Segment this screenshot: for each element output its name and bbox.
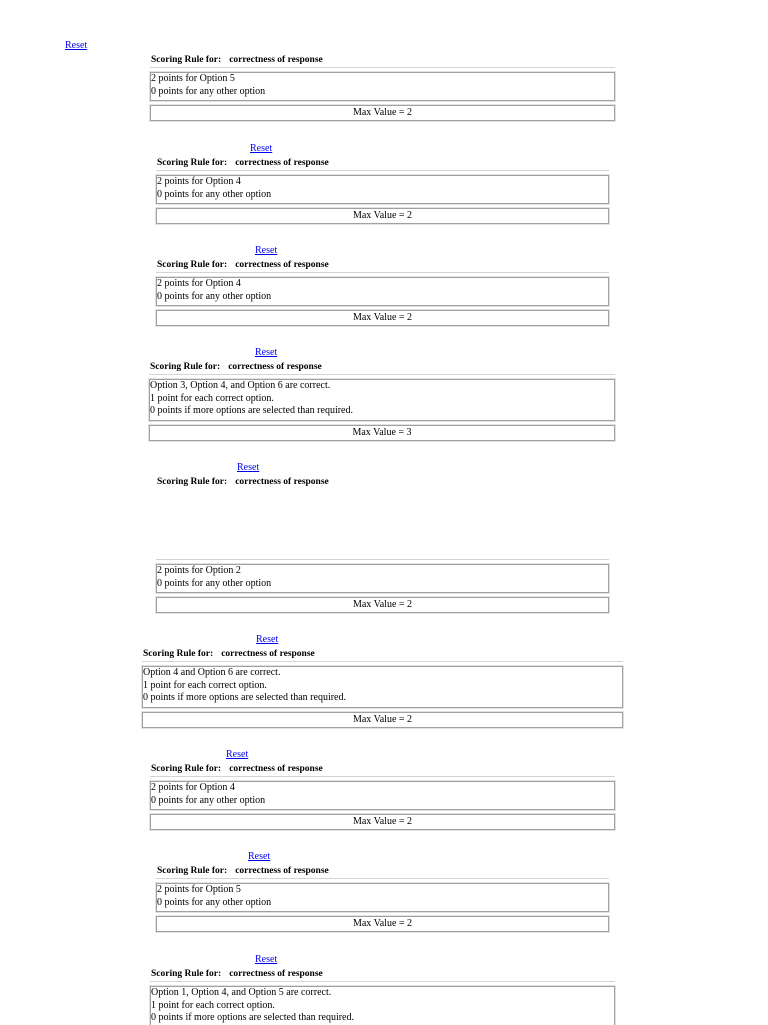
rule-heading — [142, 648, 623, 662]
rule-line: 0 points for any other option — [157, 188, 272, 200]
rule-line: 2 points for Option 5 — [157, 884, 241, 895]
rule-heading — [149, 361, 615, 375]
rule-description — [149, 379, 615, 421]
rule-heading — [156, 157, 609, 171]
rule-heading-label: Scoring Rule for: — [157, 866, 228, 876]
rule-description — [150, 72, 615, 101]
rule-heading-label: Scoring Rule for: — [151, 55, 222, 65]
rule-line: Option 3, Option 4, and Option 6 are correct. — [150, 380, 331, 391]
rule-heading-label: Scoring Rule for: — [150, 362, 221, 372]
rule-heading-label: Scoring Rule for: — [157, 260, 228, 270]
rule-line: 1 point for each correct option. — [151, 999, 275, 1011]
max-value: Max Value = 2 — [156, 916, 609, 932]
rule-heading — [150, 968, 615, 982]
rule-description — [142, 666, 623, 708]
reset-link[interactable]: Reset — [255, 954, 278, 965]
rule-line: 2 points for Option 4 — [157, 278, 241, 289]
rule-heading-label: Scoring Rule for: — [151, 764, 222, 774]
rule-subject: correctness of response — [235, 260, 329, 270]
scoring-rule-block — [156, 865, 609, 932]
scoring-rule-block — [150, 763, 615, 830]
rule-line: 0 points for any other option — [151, 794, 266, 806]
rule-line: Option 4 and Option 6 are correct. — [143, 667, 281, 678]
rule-heading-label: Scoring Rule for: — [151, 969, 222, 979]
max-value: Max Value = 2 — [150, 105, 615, 121]
rule-heading-label: Scoring Rule for: — [157, 477, 228, 487]
rule-description — [156, 883, 609, 912]
reset-link[interactable]: Reset — [237, 462, 260, 473]
scoring-rule-block — [150, 968, 615, 1025]
reset-link[interactable]: Reset — [250, 143, 273, 154]
rule-description — [150, 986, 615, 1025]
max-value: Max Value = 2 — [156, 208, 609, 224]
reset-link[interactable]: Reset — [226, 749, 249, 760]
rule-heading — [150, 763, 615, 777]
rule-subject: correctness of response — [235, 158, 329, 168]
max-value: Max Value = 2 — [156, 310, 609, 326]
rule-heading — [156, 865, 609, 879]
rule-line: 2 points for Option 4 — [157, 176, 241, 187]
rule-subject: correctness of response — [229, 55, 323, 65]
rule-line: Option 1, Option 4, and Option 5 are correct. — [151, 987, 332, 998]
scoring-rule-block — [150, 54, 615, 121]
rule-line: 0 points for any other option — [157, 290, 272, 302]
rule-subject: correctness of response — [229, 969, 323, 979]
rule-line: 1 point for each correct option. — [150, 392, 274, 404]
rule-description — [156, 564, 609, 593]
rule-heading — [156, 259, 609, 273]
max-value: Max Value = 2 — [150, 814, 615, 830]
rule-heading — [150, 54, 615, 68]
max-value: Max Value = 3 — [149, 425, 615, 441]
rule-description — [150, 781, 615, 810]
rule-heading — [156, 476, 609, 489]
rule-subject: correctness of response — [221, 649, 315, 659]
rule-subject: correctness of response — [228, 362, 322, 372]
max-value: Max Value = 2 — [156, 597, 609, 613]
reset-link[interactable]: Reset — [248, 851, 271, 862]
reset-link[interactable]: Reset — [255, 347, 278, 358]
rule-line: 1 point for each correct option. — [143, 679, 267, 691]
rule-line: 0 points if more options are selected than required. — [143, 692, 346, 704]
rule-subject: correctness of response — [235, 866, 329, 876]
reset-link[interactable]: Reset — [255, 245, 278, 256]
rule-heading-label: Scoring Rule for: — [157, 158, 228, 168]
scoring-rule-block — [149, 361, 615, 441]
scoring-rule-block — [142, 648, 623, 728]
rule-line: 2 points for Option 5 — [151, 73, 235, 84]
reset-link[interactable]: Reset — [65, 40, 88, 51]
reset-link[interactable]: Reset — [256, 634, 279, 645]
rule-description — [156, 175, 609, 204]
rule-line: 0 points if more options are selected than required. — [150, 405, 353, 417]
rule-description — [156, 277, 609, 306]
rule-line: 2 points for Option 2 — [157, 565, 241, 576]
max-value: Max Value = 2 — [142, 712, 623, 728]
rule-line: 0 points for any other option — [151, 85, 266, 97]
rule-subject: correctness of response — [235, 477, 329, 487]
scoring-rule-block — [156, 259, 609, 326]
rule-subject: correctness of response — [229, 764, 323, 774]
scoring-rule-block — [156, 157, 609, 224]
rule-line: 0 points for any other option — [157, 896, 272, 908]
rule-line: 0 points if more options are selected than required. — [151, 1012, 354, 1024]
rule-heading-label: Scoring Rule for: — [143, 649, 214, 659]
rule-line: 2 points for Option 4 — [151, 782, 235, 793]
rule-line: 0 points for any other option — [157, 577, 272, 589]
scoring-rule-block — [156, 476, 609, 613]
